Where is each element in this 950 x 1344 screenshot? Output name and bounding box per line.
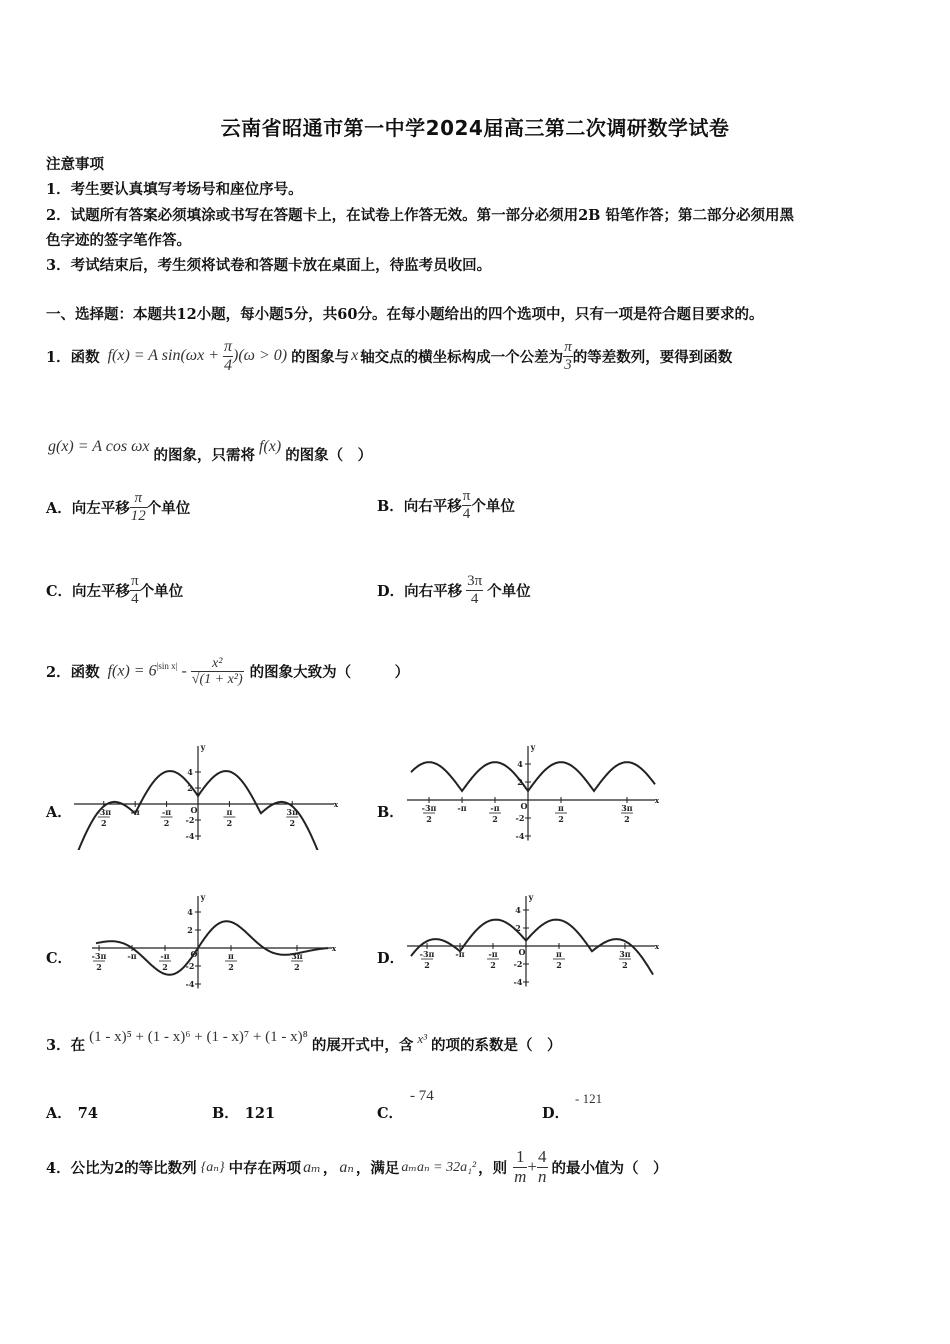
- x-tick-label: π: [556, 949, 562, 959]
- section-heading: 一、选择题：本题共12小题，每小题5分，共60分。在每小题给出的四个选项中，只有一项是符合题目要求的。: [46, 306, 764, 323]
- x-tick-denominator: 2: [556, 960, 562, 970]
- notice-item-2-cont: 色字迹的签字笔作答。: [46, 232, 191, 249]
- q3-term: x³: [417, 1030, 428, 1046]
- q4-seq: {aₙ}: [200, 1159, 225, 1175]
- q4-number: 4．公比为2的等比数列: [46, 1159, 197, 1177]
- x-tick-label: -π: [160, 951, 170, 961]
- x-tick-label: -π: [130, 807, 140, 817]
- x-tick-label: -π: [490, 803, 500, 813]
- notice-item-1: 1．考生要认真填写考场号和座位序号。: [46, 181, 303, 198]
- y-tick-label: -2: [515, 813, 525, 823]
- x-tick-denominator: 2: [424, 960, 430, 970]
- y-axis-label: y: [200, 742, 206, 752]
- q2-option-c-label[interactable]: C．: [46, 950, 73, 967]
- y-tick-label: 4: [517, 759, 523, 769]
- x-tick-label: -3π: [96, 807, 112, 817]
- graph-d-svg: [403, 888, 661, 1000]
- q3-formula: (1 - x)⁵ + (1 - x)⁶ + (1 - x)⁷ + (1 - x)⁸: [89, 1029, 308, 1045]
- question-1-stem-2: g(x) = A cos ωx 的图象，只需将 f(x) 的图象（ ）: [48, 437, 373, 464]
- q2-option-b-label[interactable]: B．: [377, 804, 404, 821]
- y-tick-label: 2: [187, 925, 193, 935]
- x-tick-label: -π: [127, 951, 137, 961]
- origin-label: O: [190, 949, 198, 959]
- question-3-stem: 3．在 (1 - x)⁵ + (1 - x)⁶ + (1 - x)⁷ + (1 - x)⁸ 的展开式中，含 x³ 的项的系数是（ ）: [46, 1029, 562, 1054]
- curve: [78, 771, 320, 850]
- y-tick-label: 4: [515, 905, 521, 915]
- q3-option-c-label[interactable]: C．: [377, 1105, 404, 1122]
- curve: [411, 762, 655, 791]
- y-axis-label: y: [530, 742, 536, 752]
- x-tick-label: 3π: [286, 807, 298, 817]
- x-tick-denominator: 2: [226, 818, 233, 828]
- page-title: 云南省昭通市第一中学2024届高三第二次调研数学试卷: [220, 116, 730, 140]
- x-tick-label: π: [226, 807, 233, 817]
- q3-option-a[interactable]: A． 74: [46, 1105, 98, 1122]
- q1-g-formula: g(x) = A cos ωx: [48, 437, 150, 455]
- graph-c-svg: [88, 888, 338, 1000]
- x-tick-denominator: 2: [96, 962, 102, 972]
- q2-formula: $f(x) = 6^{|sin x|}$ - $\frac{\text{x²}}{\text{√(1 + x²)}}$: [107, 656, 243, 688]
- curve: [411, 920, 653, 975]
- y-tick-label: 4: [187, 907, 193, 917]
- y-tick-label: -2: [513, 959, 523, 969]
- x-tick-label: 3π: [291, 951, 303, 961]
- x-tick-label: π: [228, 951, 234, 961]
- x-tick-label: -π: [161, 807, 172, 817]
- q1-common-difference: $\frac{\pi}{3}$: [564, 339, 572, 373]
- q1-option-d[interactable]: D．向右平移 $\frac{3\pi}{4}$ 个单位: [377, 573, 531, 607]
- q2-option-a-label[interactable]: A．: [46, 804, 72, 821]
- x-tick-denominator: 2: [228, 962, 234, 972]
- y-tick-label: 2: [187, 783, 193, 793]
- x-tick-denominator: 2: [163, 818, 170, 828]
- x-tick-denominator: 2: [426, 814, 432, 824]
- x-tick-denominator: 2: [162, 962, 168, 972]
- question-4-stem: 4．公比为2的等比数列 {aₙ} 中存在两项 aₘ ， aₙ ，满足 aₘaₙ = 32a₁² ，则 $\frac{1}{m}$ + $\frac{4}{n}$ 的最小值为（ ）: [46, 1147, 668, 1186]
- q3-option-b[interactable]: B． 121: [212, 1105, 276, 1122]
- y-tick-label: -4: [513, 977, 523, 987]
- graph-option-c[interactable]: [88, 888, 338, 1000]
- y-tick-label: -4: [185, 979, 195, 989]
- q2-option-d-label[interactable]: D．: [377, 950, 405, 967]
- graph-option-b[interactable]: [403, 738, 661, 850]
- q2-number: 2．函数: [46, 664, 100, 682]
- q1-number: 1．函数: [46, 348, 100, 366]
- graph-a-svg: [70, 738, 340, 850]
- q1-f-ref: f(x): [258, 437, 282, 455]
- origin-label: O: [518, 947, 526, 957]
- graph-option-a[interactable]: [70, 738, 340, 850]
- x-tick-denominator: 2: [289, 818, 296, 828]
- q4-frac-1: $\frac{1}{m}$: [514, 1147, 527, 1186]
- q1-option-a[interactable]: A．向左平移 $\frac{\pi}{12}$ 个单位: [46, 490, 191, 524]
- x-tick-label: -3π: [421, 803, 437, 813]
- origin-label: O: [190, 805, 198, 815]
- notice-item-2: 2．试题所有答案必须填涂或书写在答题卡上，在试卷上作答无效。第一部分必须用2B 铅笔作答；第二部分必须用黑: [46, 207, 794, 224]
- y-tick-label: -4: [515, 831, 525, 841]
- q3-number: 3．在: [46, 1037, 86, 1054]
- q4-condition: aₘaₙ = 32a₁²: [401, 1159, 477, 1175]
- x-tick-label: -3π: [419, 949, 435, 959]
- question-2-stem: 2．函数 $f(x) = 6^{|sin x|}$ - $\frac{\text{x²}}{\text{√(1 + x²)}}$ 的图象大致为（ ）: [46, 656, 410, 688]
- x-tick-denominator: 2: [622, 960, 628, 970]
- y-axis-label: y: [528, 892, 534, 902]
- x-tick-label: π: [558, 803, 564, 813]
- x-tick-denominator: 2: [492, 814, 498, 824]
- y-tick-label: -2: [185, 815, 195, 825]
- y-axis-label: y: [200, 892, 206, 902]
- x-axis-label: x: [654, 796, 660, 805]
- origin-label: O: [520, 801, 528, 811]
- y-tick-label: -2: [185, 961, 195, 971]
- q1-option-c[interactable]: C．向左平移 $\frac{\pi}{4}$ 个单位: [46, 573, 184, 607]
- q1-option-b[interactable]: B．向右平移 $\frac{\pi}{4}$ 个单位: [377, 488, 515, 522]
- notice-item-3: 3．考试结束后，考生须将试卷和答题卡放在桌面上，待监考员收回。: [46, 257, 492, 274]
- x-tick-denominator: 2: [490, 960, 496, 970]
- graph-option-d[interactable]: [403, 888, 661, 1000]
- q1-formula: f(x) = A sin(ωx + $\frac{\pi}{4}$ )(ω > 0): [107, 338, 288, 374]
- x-tick-denominator: 2: [100, 818, 107, 828]
- x-tick-label: 3π: [619, 949, 631, 959]
- graph-b-svg: [403, 738, 661, 850]
- x-axis-label: x: [654, 942, 660, 951]
- x-tick-label: -π: [488, 949, 498, 959]
- x-tick-denominator: 2: [294, 962, 300, 972]
- q3-option-c-value: - 74: [410, 1088, 434, 1104]
- x-tick-label: -π: [457, 803, 467, 813]
- q4-frac-2: $\frac{4}{n}$: [538, 1147, 547, 1186]
- q3-option-d-label[interactable]: D．: [542, 1105, 570, 1122]
- x-tick-label: -π: [455, 949, 465, 959]
- y-tick-label: -4: [185, 831, 195, 841]
- q3-option-d-value: - 121: [575, 1091, 603, 1106]
- x-axis-label: x: [333, 800, 339, 809]
- y-tick-label: 2: [517, 777, 523, 787]
- notice-heading: 注意事项: [46, 156, 104, 173]
- y-tick-label: 2: [515, 923, 521, 933]
- x-axis-label: x: [331, 944, 337, 953]
- question-1-stem: 1．函数 f(x) = A sin(ωx + $\frac{\pi}{4}$ )(ω > 0) 的图象与 x 轴交点的横坐标构成一个公差为 $\frac{\pi}{3}$ 的等差数列，要得到函数: [46, 338, 733, 374]
- y-tick-label: 4: [187, 767, 193, 777]
- x-tick-label: -3π: [91, 951, 107, 961]
- x-tick-label: 3π: [621, 803, 633, 813]
- x-tick-denominator: 2: [558, 814, 564, 824]
- x-tick-denominator: 2: [624, 814, 630, 824]
